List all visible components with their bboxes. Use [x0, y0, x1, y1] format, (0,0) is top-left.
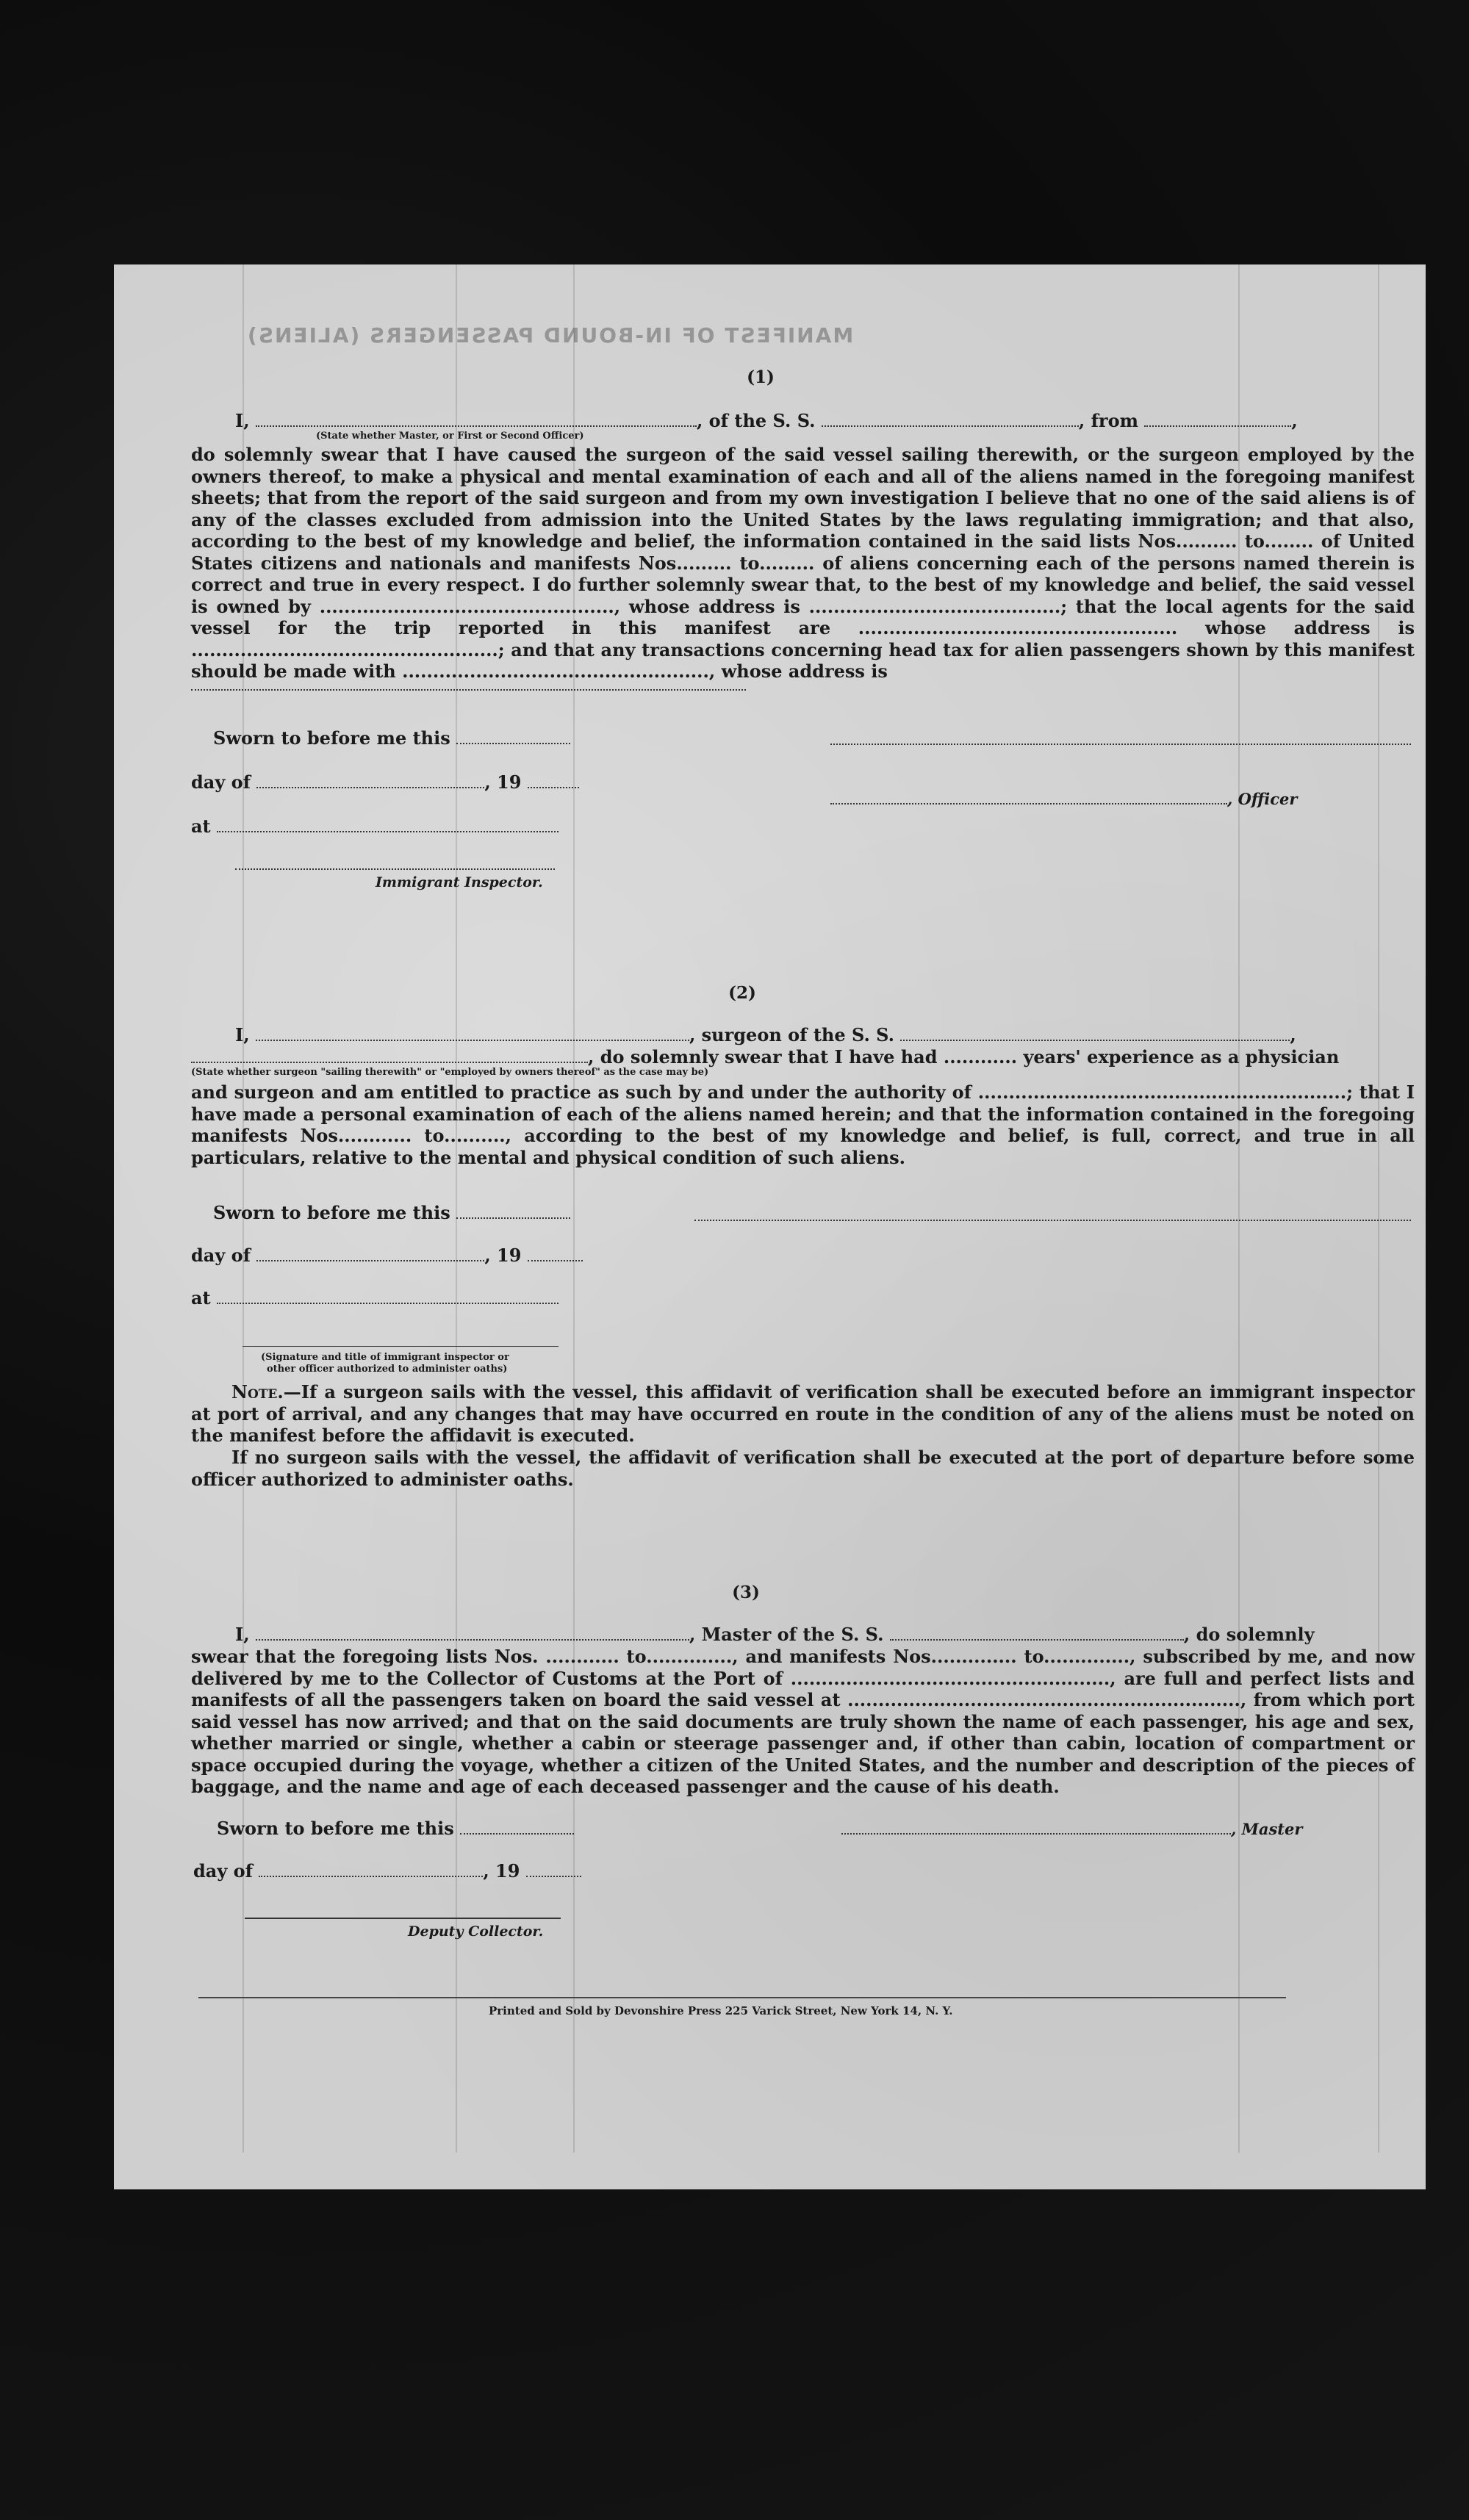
s2-sworn-label: Sworn to before me this — [213, 1202, 450, 1223]
s2-at-blank — [217, 1303, 558, 1304]
section-3-number: (3) — [732, 1583, 760, 1602]
s3-day-blank — [259, 1876, 483, 1877]
s2-note — [191, 1381, 1415, 1447]
s3-year-blank — [526, 1876, 581, 1877]
s2-sworn — [213, 1202, 570, 1223]
s2-line2 — [191, 1046, 1339, 1068]
s1-inspector-label: Immigrant Inspector. — [376, 874, 543, 890]
s2-note-text: —If a surgeon sails with the vessel, this affidavit of verification shall be executed before an immigrant inspector at port of arrival, and any changes that may have occurred en route in the condition of any of the aliens must be noted on the manifest before the affidavit is executed. — [191, 1381, 1415, 1446]
s1-sworn-label: Sworn to before me this — [213, 727, 450, 749]
s1-from-label: , from — [1078, 410, 1138, 431]
s2-line1: I, , surgeon of the S. S. , — [235, 1024, 1296, 1045]
s2-sig-hint-2: other officer authorized to administer oaths) — [267, 1364, 508, 1375]
s2-at-label: at — [191, 1287, 211, 1308]
s2-name-blank — [256, 1040, 689, 1041]
s2-day-blank — [256, 1260, 484, 1261]
s1-sworn — [213, 727, 570, 749]
s1-from-blank — [1144, 425, 1291, 427]
s1-vessel-blank — [822, 425, 1079, 427]
s1-officer-blank — [256, 425, 697, 427]
s3-i-label: I, — [235, 1624, 250, 1645]
s1-year-blank — [528, 787, 579, 788]
s2-signature-line — [694, 1220, 1411, 1221]
s3-master-sig — [841, 1818, 1302, 1839]
s1-at-label: at — [191, 816, 211, 837]
s1-officer-label: , Officer — [1227, 790, 1298, 808]
s1-at-blank — [217, 831, 558, 832]
s2-vessel-blank — [900, 1040, 1290, 1041]
s2-note2: If no surgeon sails with the vessel, the affidavit of verification shall be executed at the port of departure before some officer authorized to administer oaths. — [191, 1447, 1415, 1490]
s1-year-label: , 19 — [484, 771, 522, 793]
s1-line1: I, , of the S. S. , from , — [235, 410, 1298, 431]
s2-at — [191, 1287, 558, 1308]
s1-inspector-line — [235, 868, 555, 870]
s2-status-blank — [191, 1062, 588, 1063]
s2-surgeon-label: , surgeon of the S. S. — [689, 1024, 894, 1045]
s2-experience-text: , do solemnly swear that I have had ............ years' experience as a physician — [588, 1046, 1340, 1068]
s3-master-sig-label: , Master — [1231, 1820, 1303, 1838]
s3-vessel-blank — [890, 1639, 1184, 1641]
s2-sig-hint-1: (Signature and title of immigrant inspector or — [261, 1352, 509, 1363]
s1-body: do solemnly swear that I have caused the surgeon of the said vessel sailing therewith, or the surgeon employed by the owners thereof, to make a physical and mental examination of each and all of the aliens named in the foregoing manifest sheets; that from the report of the said surgeon and from my own investigation I believe that no one of the said aliens is of any of the classes excluded from admission into the United States by the laws regulating immigration; and that also, according to the best of my knowledge and belief, the information contained in the said lists Nos.......... to........ of United States citizens and nationals and manifests Nos......... to......... of aliens concerning each of the persons named therein is correct and true in every respect. I do further solemnly swear that, to the best of my knowledge and belief, the said vessel is owned by ................................................, whose address is .........................................; that the local agents for the said vessel for the trip reported in this manifest are .................................................... whose address is ..................................................; and that any transactions concerning head tax for alien passengers shown by this manifest should be made with .................................................., whose address is — [191, 444, 1415, 682]
s2-year-blank — [528, 1260, 583, 1261]
s3-name-blank — [256, 1639, 689, 1641]
section-2-number: (2) — [728, 983, 756, 1003]
s2-sworn-blank — [456, 1217, 570, 1219]
s1-day-of — [191, 771, 579, 793]
s1-officer-blank-line — [830, 803, 1227, 804]
s2-year-label: , 19 — [484, 1245, 522, 1266]
s1-day-blank — [256, 787, 484, 788]
s3-sworn-label: Sworn to before me this — [217, 1818, 454, 1839]
s1-ss-label: , of the S. S. — [696, 410, 816, 431]
s3-master-label: , Master of the S. S. — [689, 1624, 884, 1645]
s3-day-label: day of — [193, 1860, 253, 1882]
s1-day-label: day of — [191, 771, 251, 793]
document-page — [114, 264, 1426, 2189]
s3-solemnly-label: , do solemnly — [1183, 1624, 1315, 1645]
s1-officer-hint: (State whether Master, or First or Second Officer) — [316, 431, 584, 442]
s2-sig-rule — [243, 1346, 558, 1347]
s1-officer-sig — [830, 788, 1297, 809]
s2-surgeon-hint: (State whether surgeon "sailing therewith" or "employed by owners thereof" as the case may be) — [191, 1067, 709, 1078]
bleed-through-title: MANIFEST OF IN-BOUND PASSENGERS (ALIENS) — [246, 323, 854, 348]
s3-sworn-blank — [460, 1833, 574, 1835]
s1-i-label: I, — [235, 410, 250, 431]
s3-line1 — [235, 1624, 1315, 1645]
s3-collector-line — [245, 1918, 561, 1919]
s2-body: and surgeon and am entitled to practice as such by and under the authority of ............................................................; that I have made a personal examination of each of the aliens named herein; and that the information contained in the foregoing manifests Nos............ to.........., according to the best of my knowledge and belief, is full, correct, and true in all particulars, relative to the mental and physical condition of such aliens. — [191, 1081, 1415, 1168]
section-1-number: (1) — [747, 367, 775, 387]
s2-note-label: Note. — [231, 1381, 284, 1403]
s1-signature-line-top — [830, 744, 1411, 745]
s3-body: swear that the foregoing lists Nos. ............ to.............., and manifests Nos.............. to.............., subscribed by me, and now delivered by me to the Collector of Customs at the Port of ...................................................., are full and perfect lists and manifests of all the passengers taken on board the said vessel at ................................................................, from which port said vessel has now arrived; and that on the said documents are truly shown the name of each passenger, his age and sex, whether married or single, whether a cabin or steerage passenger and, if other than cabin, location of compartment or space occupied during the voyage, whether a citizen of the United States, and the number and description of the pieces of baggage, and the name and age of each deceased passenger and the cause of his death. — [191, 1646, 1415, 1797]
s1-sworn-blank — [456, 743, 570, 744]
s3-master-blank-line — [841, 1833, 1231, 1835]
s1-at — [191, 816, 558, 837]
s3-year-label: , 19 — [483, 1860, 520, 1882]
footer-rule — [198, 1997, 1286, 1998]
printer-footer: Printed and Sold by Devonshire Press 225 Varick Street, New York 14, N. Y. — [489, 2004, 953, 2017]
s3-day-of — [193, 1860, 581, 1882]
s3-sworn — [217, 1818, 574, 1839]
s1-last-blank — [191, 689, 746, 691]
s2-day-of — [191, 1245, 583, 1266]
s3-collector-label: Deputy Collector. — [408, 1923, 544, 1940]
s2-i-label: I, — [235, 1024, 250, 1045]
s2-day-label: day of — [191, 1245, 251, 1266]
